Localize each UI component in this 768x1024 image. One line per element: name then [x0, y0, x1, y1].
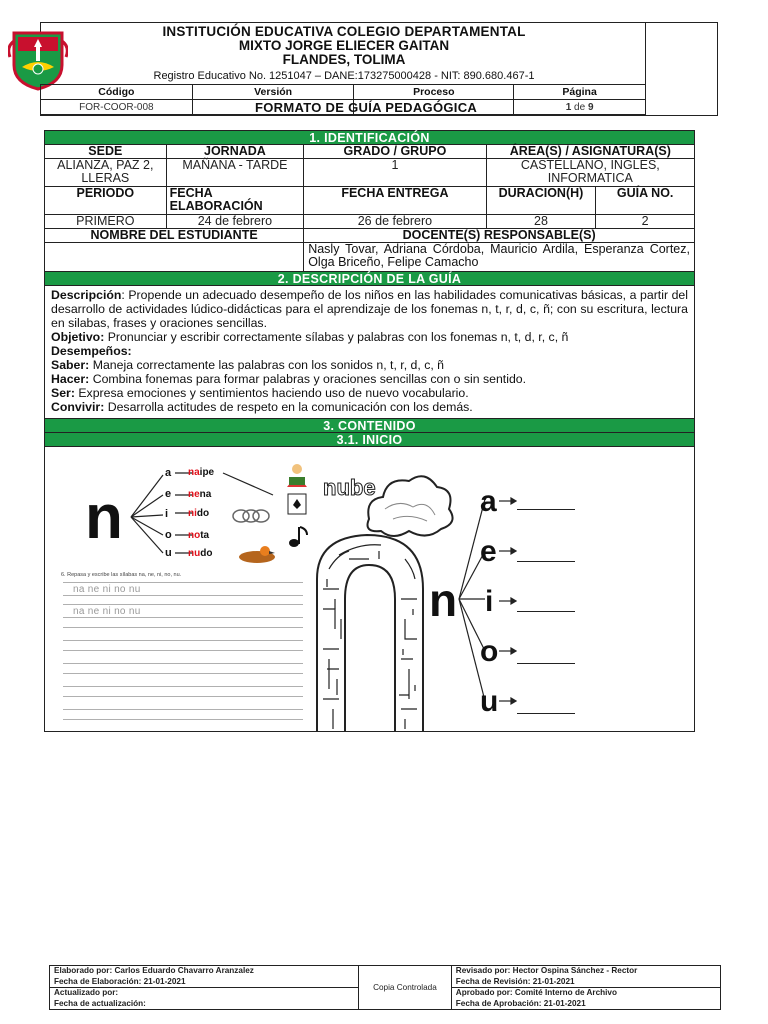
duracion-label: DURACION(H)	[487, 187, 597, 214]
jornada-value: MAÑANA - TARDE	[167, 159, 305, 186]
footer-actualizado: Actualizado por:	[50, 987, 358, 999]
student-value-row	[45, 243, 694, 272]
vowel-a: a	[165, 467, 172, 479]
big-vowel-a: a	[480, 485, 497, 518]
section-descripcion-title: 2. DESCRIPCIÓN DE LA GUÍA	[45, 272, 694, 286]
word-nena: nena	[188, 489, 212, 500]
big-vowel-e: e	[480, 535, 497, 568]
codigo-label: Código	[41, 85, 193, 100]
page-of: de	[574, 101, 586, 113]
footer-revision-block	[452, 966, 720, 1009]
section-identificacion-title: 1. IDENTIFICACIÓN	[45, 131, 694, 145]
worksheet-instruction: 6. Repasa y escribe las sílabas na, ne, ni, no, nu.	[61, 572, 182, 578]
ser-text: Expresa emociones y sentimientos haciendo uso de nuevo vocabulario.	[74, 386, 469, 400]
letter-n-large: n	[85, 483, 123, 552]
big-vowel-u: u	[480, 685, 499, 718]
saber-label: Saber:	[51, 358, 90, 372]
footer-copia-controlada: Copia Controlada	[359, 966, 452, 1009]
guide-main-table	[44, 130, 695, 732]
estudiante-label: NOMBRE DEL ESTUDIANTE	[45, 229, 304, 242]
vowel-u: u	[165, 547, 172, 559]
area-label: ÁREA(S) / ASIGNATURA(S)	[509, 144, 671, 158]
docentes-label: DOCENTE(S) RESPONSABLE(S)	[402, 228, 596, 242]
word-naipe: naipe	[188, 467, 215, 478]
guia-label: GUÍA NO.	[616, 186, 674, 200]
codigo-value: FOR-COOR-008	[41, 100, 193, 115]
knot-icon	[231, 507, 271, 525]
answer-blank-e[interactable]	[517, 561, 575, 562]
convivir-label: Convivir:	[51, 400, 105, 414]
playing-card-icon	[287, 493, 307, 515]
music-note-icon	[287, 523, 311, 549]
section-contenido-title: 3. CONTENIDO	[45, 419, 694, 433]
footer-fecha-revision: Fecha de Revisión: 21-01-2021	[455, 976, 575, 986]
word-nota: nota	[188, 530, 210, 541]
period-value-row	[45, 215, 694, 229]
estudiante-value[interactable]	[45, 243, 304, 271]
guide-description	[45, 286, 694, 419]
footer-fecha-actualizacion: Fecha de actualización:	[54, 998, 146, 1008]
desempenos-label: Desempeños:	[51, 344, 132, 358]
document-footer	[49, 965, 721, 1010]
periodo-label: PERIODO	[45, 187, 167, 214]
id-value-row	[45, 159, 694, 187]
fecha-entrega-value: 26 de febrero	[304, 215, 486, 228]
hacer-label: Hacer:	[51, 372, 90, 386]
footer-elaborado: Elaborado por: Carlos Eduardo Chavarro Aranzalez	[54, 966, 254, 975]
footer-aprobado: Aprobado por: Comité Interno de Archivo	[452, 987, 720, 999]
footer-elaboration-block	[50, 966, 359, 1009]
area-value: CASTELLANO, INGLES, INFORMATICA	[520, 158, 660, 185]
objetivo-label: Objetivo:	[51, 330, 105, 344]
institution-name-block	[41, 23, 647, 85]
footer-revisado: Revisado por: Hector Ospina Sánchez - Rector	[455, 966, 638, 975]
header-empty-cell	[645, 23, 717, 85]
footer-fecha-aprobacion: Fecha de Aprobación: 21-01-2021	[455, 998, 586, 1008]
bird-nest-icon	[235, 543, 281, 565]
answer-blank-o[interactable]	[517, 663, 575, 664]
vowel-i: i	[165, 508, 169, 520]
jornada-label: JORNADA	[167, 145, 305, 158]
pagina-label: Página	[514, 85, 646, 100]
descripcion-label: Descripción	[51, 288, 122, 302]
ser-label: Ser:	[51, 386, 75, 400]
page-total: 9	[587, 101, 594, 113]
saber-text: Maneja correctamente las palabras con los sonidos n, t, r, d, c, ñ	[89, 358, 445, 372]
hacer-text: Combina fonemas para formar palabras y oraciones sencillas con o sin sentido.	[89, 372, 527, 386]
format-title: FORMATO DE GUÍA PEDAGÓGICA	[255, 100, 478, 115]
fecha-elaboracion-value: 24 de febrero	[167, 215, 305, 228]
period-header-row	[45, 187, 694, 215]
worksheet-row-1: na ne ni no nu	[73, 584, 141, 595]
page-indicator	[514, 100, 646, 115]
worksheet-row-2: na ne ni no nu	[73, 606, 141, 617]
vowel-o: o	[165, 529, 172, 541]
periodo-value: PRIMERO	[45, 215, 167, 228]
big-vowel-o: o	[480, 635, 499, 668]
big-vowel-i: i	[485, 585, 494, 618]
blank-pointer-arrows-icon	[497, 487, 517, 727]
registry-line: Registro Educativo No. 1251047 – DANE:173275000428 - NIT: 890.680.467-1	[153, 70, 535, 82]
institution-line-1: INSTITUCIÓN EDUCATIVA COLEGIO DEPARTAMENTAL	[162, 24, 526, 39]
descripcion-text: : Propende un adecuado desempeño de los niños en las habilidades comunicativas básicas, a partir del desarrollo de actividades lúdico-didácticas para el aprendizaje de los fonemas n, t, r, d, c, ñ; con su escritura, lectura en silabas, frases y oraciones sencillas.	[51, 288, 688, 330]
guia-value: 2	[641, 214, 649, 228]
duracion-value: 28	[487, 215, 597, 228]
section-inicio-title: 3.1. INICIO	[45, 433, 694, 447]
school-crest-logo-icon	[8, 27, 68, 91]
letter-n-right: n	[429, 574, 458, 626]
footer-fecha-elaboracion: Fecha de Elaboración: 21-01-2021	[54, 976, 186, 986]
answer-blank-i[interactable]	[517, 611, 575, 612]
student-header-row	[45, 229, 694, 243]
word-nudo: nudo	[188, 548, 213, 559]
word-nido: nido	[188, 508, 210, 519]
answer-blank-a[interactable]	[517, 509, 575, 510]
fecha-elaboracion-label: FECHA ELABORACIÓN	[167, 187, 305, 214]
inicio-illustration	[45, 447, 694, 731]
docentes-value: Nasly Tovar, Adriana Córdoba, Mauricio Ardila, Esperanza Cortez, Olga Briceño, Felipe Camacho	[308, 242, 690, 269]
convivir-text: Desarrolla actitudes de respeto en la comunicación con los demás.	[104, 400, 473, 414]
institution-line-3: FLANDES, TOLIMA	[282, 52, 406, 67]
objetivo-text: Pronunciar y escribir correctamente sílabas y palabras con los fonemas n, t, d, r, c, ñ	[104, 330, 569, 344]
fecha-entrega-label: FECHA ENTREGA	[304, 187, 486, 214]
cloud-word: nube	[323, 475, 376, 500]
sede-value: ALIANZA, PAZ 2, LLERAS	[45, 159, 167, 186]
id-header-row	[45, 145, 694, 159]
sede-label: SEDE	[45, 145, 167, 158]
grado-label: GRADO / GRUPO	[304, 145, 486, 158]
institution-line-2: MIXTO JORGE ELIECER GAITAN	[238, 38, 450, 53]
proceso-label: Proceso	[354, 85, 514, 100]
page-number: 1	[565, 101, 572, 113]
vowel-e: e	[165, 488, 172, 500]
grado-value: 1	[304, 159, 486, 186]
version-label: Versión	[192, 85, 354, 100]
answer-blank-u[interactable]	[517, 713, 575, 714]
